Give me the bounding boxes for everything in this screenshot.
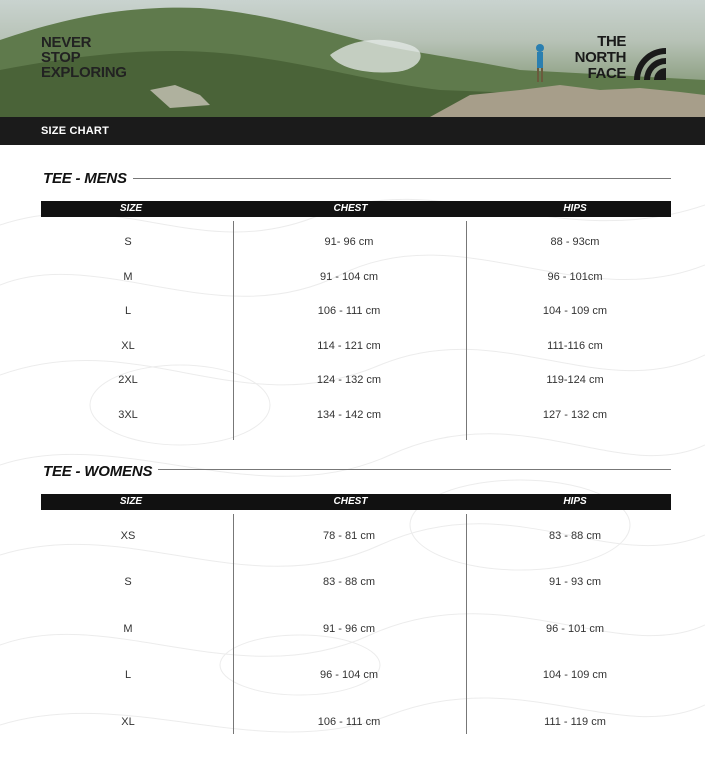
hips-cell: 104 - 109 cm — [542, 305, 608, 318]
logo-line: FACE — [587, 65, 626, 82]
size-cell: 3XL — [118, 409, 138, 421]
tagline-line: STOP — [41, 49, 81, 66]
column-divider — [466, 221, 467, 440]
chest-cell: 91 - 104 cm — [319, 270, 379, 283]
logo-line: NORTH — [574, 49, 626, 66]
column-divider — [233, 514, 234, 734]
chest-cell: 91- 96 cm — [324, 236, 374, 248]
size-chart-title: SIZE CHART — [41, 125, 109, 137]
hips-cell: 111 - 119 cm — [544, 715, 606, 728]
chest-cell: 91 - 96 cm — [323, 622, 375, 635]
size-cell: L — [124, 305, 132, 318]
chest-cell: 96 - 104 cm — [319, 669, 379, 682]
hips-cell: 96 - 101cm — [547, 270, 603, 283]
column-divider — [233, 221, 234, 440]
chest-cell: 124 - 132 cm — [316, 374, 382, 387]
hips-cell: 88 - 93cm — [550, 236, 600, 248]
size-cell: L — [124, 669, 132, 682]
table-header-mens — [41, 201, 671, 217]
size-cell: 2XL — [118, 374, 138, 387]
column-header: CHEST — [333, 203, 368, 214]
section-title-womens: TEE - WOMENS — [43, 463, 153, 480]
chest-cell: 106 - 111 cm — [317, 305, 381, 318]
chest-cell: 83 - 88 cm — [323, 576, 375, 589]
column-header: HIPS — [563, 203, 587, 214]
size-cell: M — [123, 270, 133, 283]
hero-banner — [0, 0, 705, 117]
brand-tagline — [41, 35, 161, 80]
half-dome-logo-icon — [628, 36, 668, 82]
hips-cell: 104 - 109 cm — [542, 669, 608, 682]
section-rule — [158, 469, 671, 470]
table-header-womens — [41, 494, 671, 510]
brand-logo — [558, 34, 668, 82]
hips-cell: 119-124 cm — [546, 374, 604, 387]
column-header: HIPS — [563, 496, 587, 507]
size-cell: XS — [120, 530, 136, 542]
size-cell: XL — [121, 715, 135, 728]
section-rule — [133, 178, 671, 179]
size-cell: S — [124, 236, 132, 248]
chest-cell: 106 - 111 cm — [317, 715, 381, 728]
size-chart-bar — [0, 117, 705, 145]
size-cell: XL — [121, 339, 135, 352]
tagline-line: NEVER — [41, 34, 92, 51]
logo-line: THE — [597, 33, 626, 50]
hips-cell: 111-116 cm — [547, 339, 603, 352]
hips-cell: 96 - 101 cm — [545, 622, 605, 635]
hips-cell: 127 - 132 cm — [542, 409, 608, 421]
hips-cell: 83 - 88 cm — [549, 530, 601, 542]
chest-cell: 78 - 81 cm — [323, 530, 375, 542]
chest-cell: 134 - 142 cm — [316, 409, 382, 421]
hips-cell: 91 - 93 cm — [549, 576, 601, 589]
column-header: CHEST — [333, 496, 368, 507]
size-cell: M — [123, 622, 133, 635]
tagline-line: EXPLORING — [41, 64, 127, 81]
size-cell: S — [124, 576, 132, 589]
column-header: SIZE — [119, 496, 143, 507]
section-title-mens: TEE - MENS — [43, 170, 127, 187]
chest-cell: 114 - 121 cm — [317, 339, 381, 352]
column-header: SIZE — [119, 203, 143, 214]
column-divider — [466, 514, 467, 734]
